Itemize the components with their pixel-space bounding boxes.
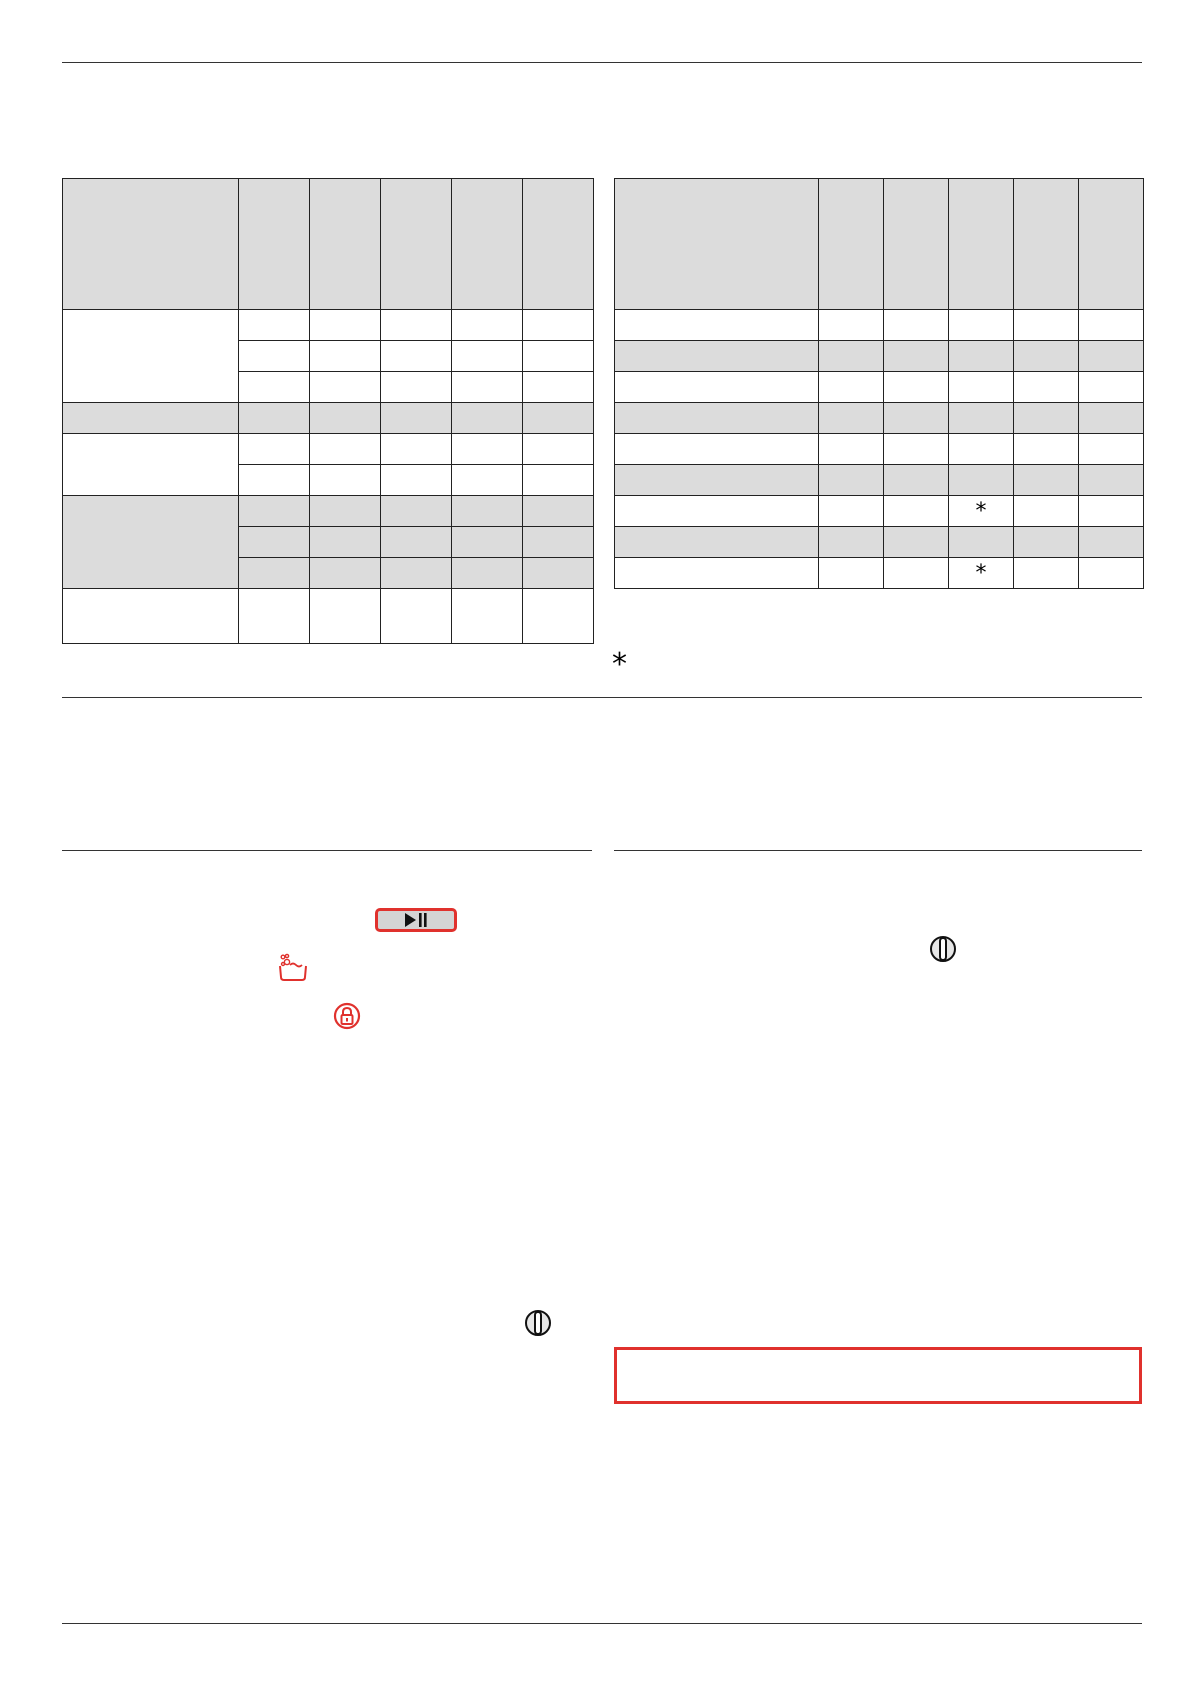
row-label-cell [63,434,239,496]
table-row [615,403,1144,434]
table-cell [381,434,452,465]
table-cell [819,403,884,434]
table-cell [819,465,884,496]
table-cell [452,558,523,589]
table-cell [523,558,594,589]
section-rule [62,697,1142,698]
table-cell [819,372,884,403]
row-label-cell [63,589,239,644]
table-cell [1014,310,1079,341]
header-cell [523,179,594,310]
table-cell [949,372,1014,403]
right-table [614,178,1144,589]
table-cell [1014,527,1079,558]
left-table [62,178,594,644]
table-cell [381,372,452,403]
table-cell [310,403,381,434]
table-row [615,310,1144,341]
table-cell [239,496,310,527]
table-cell [381,589,452,644]
row-label-cell [615,496,819,527]
table-cell [452,434,523,465]
table-cell [1014,403,1079,434]
header-cell [63,179,239,310]
table-cell [523,372,594,403]
header-cell [381,179,452,310]
table-row [615,558,1144,589]
table-cell [819,434,884,465]
table-cell [452,341,523,372]
table-cell [310,558,381,589]
left-column-rule [62,850,592,851]
table-cell [239,589,310,644]
table-cell [1014,372,1079,403]
table-cell [310,372,381,403]
table-cell [884,341,949,372]
table-row [615,527,1144,558]
table-cell [310,496,381,527]
row-label-cell [615,558,819,589]
header-cell [310,179,381,310]
row-label-cell [615,434,819,465]
header-cell [452,179,523,310]
table-cell [310,341,381,372]
header-cell [949,179,1014,310]
footnote-marker: * [612,647,627,682]
table-cell [381,527,452,558]
table-cell [819,341,884,372]
table-cell [310,527,381,558]
table-cell [1079,434,1144,465]
table-cell [949,310,1014,341]
table-cell [381,403,452,434]
header-cell [884,179,949,310]
table-cell [884,465,949,496]
table-cell [949,465,1014,496]
table-cell [381,310,452,341]
table-cell [239,403,310,434]
table-cell [1014,434,1079,465]
table-cell [1079,527,1144,558]
table-cell [381,465,452,496]
detergent-icon [278,953,310,983]
play-pause-icon [403,912,429,928]
table-cell [819,496,884,527]
table-cell [310,310,381,341]
table-cell [1079,403,1144,434]
table-cell [523,527,594,558]
door-lock-icon [333,1002,361,1030]
table-cell [452,372,523,403]
knob-icon [524,1309,552,1337]
table-cell [884,372,949,403]
table-cell [884,403,949,434]
table-cell [1079,372,1144,403]
header-cell [1014,179,1079,310]
table-cell: * [949,558,1014,589]
table-row [615,434,1144,465]
table-cell [310,434,381,465]
table-cell [381,496,452,527]
table-cell [884,434,949,465]
table-cell [239,527,310,558]
table-cell [884,558,949,589]
table-header-row [615,179,1144,310]
table-cell [239,372,310,403]
table-cell [452,496,523,527]
table-cell [949,434,1014,465]
table-cell [523,496,594,527]
table-header-row [63,179,594,310]
row-label-cell [615,527,819,558]
table-row [63,403,594,434]
table-cell: * [949,496,1014,527]
table-cell [949,341,1014,372]
table-cell [819,310,884,341]
table-cell [1079,558,1144,589]
table-cell [819,558,884,589]
row-label-cell [615,403,819,434]
table-cell [949,403,1014,434]
table-cell [310,465,381,496]
row-label-cell [615,341,819,372]
table-cell [452,465,523,496]
row-label-cell [63,310,239,403]
table-cell [523,465,594,496]
table-cell [310,589,381,644]
table-cell [452,527,523,558]
row-label-cell [63,403,239,434]
table-cell [1079,310,1144,341]
right-column-rule [614,850,1142,851]
table-cell [1014,558,1079,589]
table-cell [1014,496,1079,527]
table-cell [381,341,452,372]
bottom-rule [62,1623,1142,1624]
table-cell [239,558,310,589]
table-cell [239,434,310,465]
header-cell [1079,179,1144,310]
table-cell [523,310,594,341]
table-cell [239,310,310,341]
table-cell [884,496,949,527]
table-cell [1014,465,1079,496]
table-cell [1014,341,1079,372]
table-cell [239,465,310,496]
row-label-cell [615,310,819,341]
table-cell [1079,465,1144,496]
header-cell [239,179,310,310]
table-cell [381,558,452,589]
table-cell [949,527,1014,558]
warning-box [614,1347,1142,1404]
row-label-cell [615,372,819,403]
table-row [615,372,1144,403]
table-row [615,341,1144,372]
table-cell [452,403,523,434]
table-cell [452,310,523,341]
table-cell [884,310,949,341]
play-pause-button [375,908,457,932]
table-cell [523,589,594,644]
row-label-cell [615,465,819,496]
table-row [615,465,1144,496]
table-cell [819,527,884,558]
table-cell [239,341,310,372]
row-label-cell [63,496,239,589]
table-cell [884,527,949,558]
knob-icon [929,935,957,963]
top-rule [62,62,1142,63]
table-cell [1079,341,1144,372]
table-cell [523,403,594,434]
table-row [63,496,594,527]
table-row [615,496,1144,527]
table-row [63,310,594,341]
table-cell [1079,496,1144,527]
header-cell [819,179,884,310]
table-cell [452,589,523,644]
table-cell [523,434,594,465]
table-cell [523,341,594,372]
header-cell [615,179,819,310]
table-row [63,434,594,465]
table-row [63,589,594,644]
